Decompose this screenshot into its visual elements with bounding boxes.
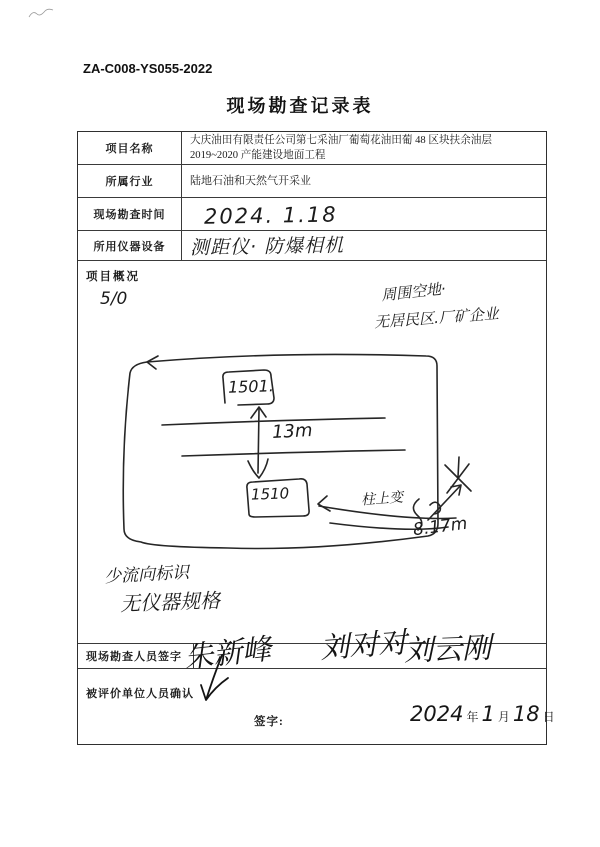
row-equipment bbox=[78, 231, 546, 261]
overview-label: 项目概况 bbox=[86, 271, 140, 283]
survey-time-value: 2024. 1.18 bbox=[203, 201, 338, 229]
date-day-unit: 日 bbox=[542, 710, 555, 724]
date-year: 2024 bbox=[410, 702, 464, 726]
issue-note-line1: 少流向标识 bbox=[103, 562, 190, 588]
industry-value: 陆地石油和天然气开采业 bbox=[190, 174, 311, 187]
signature-2: 刘对对 bbox=[319, 625, 409, 665]
equipment-label: 所用仪器设备 bbox=[78, 231, 182, 260]
pole-distance-value: 8.17m bbox=[411, 513, 469, 541]
pole-label: 柱上变 bbox=[360, 489, 404, 509]
overview-count-note: 5/0 bbox=[100, 289, 128, 309]
overview-cell bbox=[78, 261, 546, 644]
surveyor-label: 现场勘查人员签字 bbox=[78, 644, 194, 668]
signature-3: 刘云刚 bbox=[403, 630, 492, 668]
survey-time-label: 现场勘查时间 bbox=[78, 198, 182, 230]
well-spacing-distance: 13m bbox=[271, 419, 313, 444]
row-industry bbox=[78, 165, 546, 198]
well-bottom-number: 1510 bbox=[250, 484, 290, 504]
equipment-value: 测距仪· 防爆相机 bbox=[189, 234, 345, 260]
project-name-value: 大庆油田有限责任公司第七采油厂葡萄花油田葡 48 区块扶余油层 2019~2020 产能建设地面工程 bbox=[190, 135, 492, 161]
form-title: 现场勘查记录表 bbox=[226, 96, 374, 116]
well-top-number: 1501. bbox=[227, 376, 275, 397]
signature-1: 朱新峰 bbox=[182, 631, 273, 675]
date-month: 1 bbox=[481, 702, 495, 726]
project-name-label: 项目名称 bbox=[78, 132, 182, 164]
boundary-outline bbox=[123, 354, 438, 548]
date-year-unit: 年 bbox=[466, 710, 479, 724]
confirm-label: 被评价单位人员确认 bbox=[86, 688, 194, 700]
row-survey-time bbox=[78, 198, 546, 231]
date-month-unit: 月 bbox=[497, 710, 510, 724]
issue-note-line2: 无仪器规格 bbox=[119, 588, 221, 616]
spacing-arrow-line bbox=[258, 409, 259, 473]
road-line-2 bbox=[182, 450, 405, 456]
surroundings-note-line2: 无居民区.厂矿企业 bbox=[373, 304, 500, 332]
row-project-name bbox=[78, 132, 546, 165]
confirmation-date bbox=[410, 702, 555, 726]
surroundings-note-line1: 周围空地· bbox=[380, 279, 447, 305]
signature-flourish-stroke bbox=[192, 652, 242, 710]
document-number: ZA-C008-YS055-2022 bbox=[83, 61, 213, 76]
row-confirmation bbox=[78, 669, 555, 746]
pen-scribble bbox=[27, 4, 57, 22]
date-day: 18 bbox=[512, 702, 540, 726]
pole-distance-arrow-head bbox=[318, 496, 330, 511]
sign-here-label: 签字: bbox=[254, 716, 284, 728]
industry-label: 所属行业 bbox=[78, 165, 182, 197]
